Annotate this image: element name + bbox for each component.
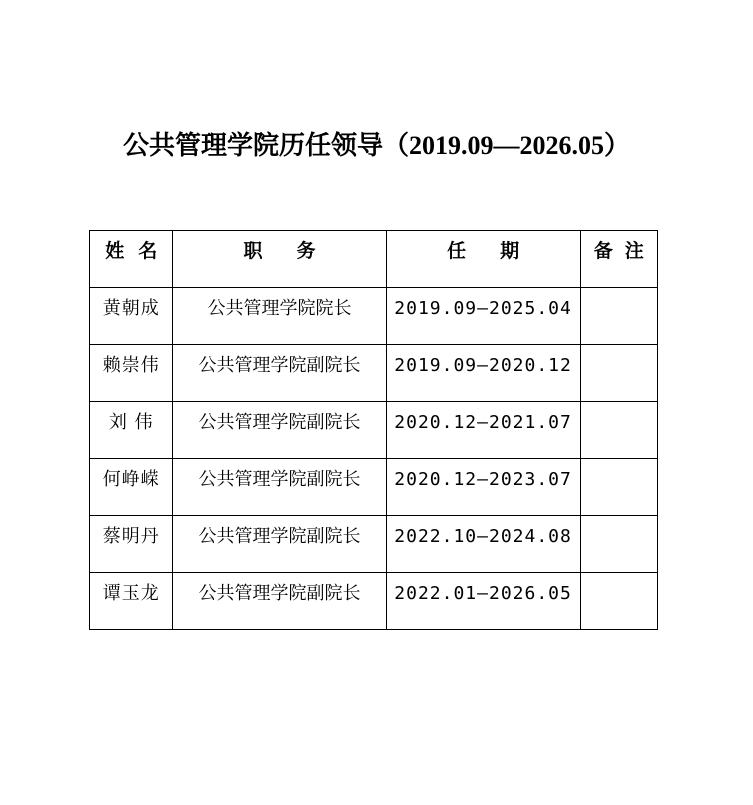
cell-position: 公共管理学院副院长 [173, 402, 386, 459]
cell-term: 2020.12—2021.07 [386, 402, 580, 459]
cell-note [580, 288, 657, 345]
cell-name: 刘 伟 [90, 402, 173, 459]
leaders-table [89, 230, 658, 630]
cell-name: 何峥嵘 [90, 459, 173, 516]
table-header-row [90, 231, 658, 288]
cell-position: 公共管理学院副院长 [173, 516, 386, 573]
cell-term: 2022.10—2024.08 [386, 516, 580, 573]
table-row [90, 573, 658, 630]
header-note: 备注 [580, 231, 657, 288]
header-position: 职务 [173, 231, 386, 288]
cell-position: 公共管理学院副院长 [173, 573, 386, 630]
table-row [90, 516, 658, 573]
cell-term: 2020.12—2023.07 [386, 459, 580, 516]
cell-name: 赖崇伟 [90, 345, 173, 402]
cell-term: 2019.09—2020.12 [386, 345, 580, 402]
page-title: 公共管理学院历任领导（2019.09—2026.05） [122, 131, 630, 160]
cell-note [580, 402, 657, 459]
table-row [90, 288, 658, 345]
cell-term: 2019.09—2025.04 [386, 288, 580, 345]
cell-term: 2022.01—2026.05 [386, 573, 580, 630]
cell-note [580, 516, 657, 573]
cell-position: 公共管理学院副院长 [173, 459, 386, 516]
table-row [90, 402, 658, 459]
header-term: 任期 [386, 231, 580, 288]
table-row [90, 345, 658, 402]
cell-note [580, 345, 657, 402]
cell-name: 蔡明丹 [90, 516, 173, 573]
cell-note [580, 573, 657, 630]
cell-position: 公共管理学院副院长 [173, 345, 386, 402]
header-name: 姓名 [90, 231, 173, 288]
cell-name: 谭玉龙 [90, 573, 173, 630]
table-row [90, 459, 658, 516]
cell-name: 黄朝成 [90, 288, 173, 345]
cell-note [580, 459, 657, 516]
cell-position: 公共管理学院院长 [173, 288, 386, 345]
